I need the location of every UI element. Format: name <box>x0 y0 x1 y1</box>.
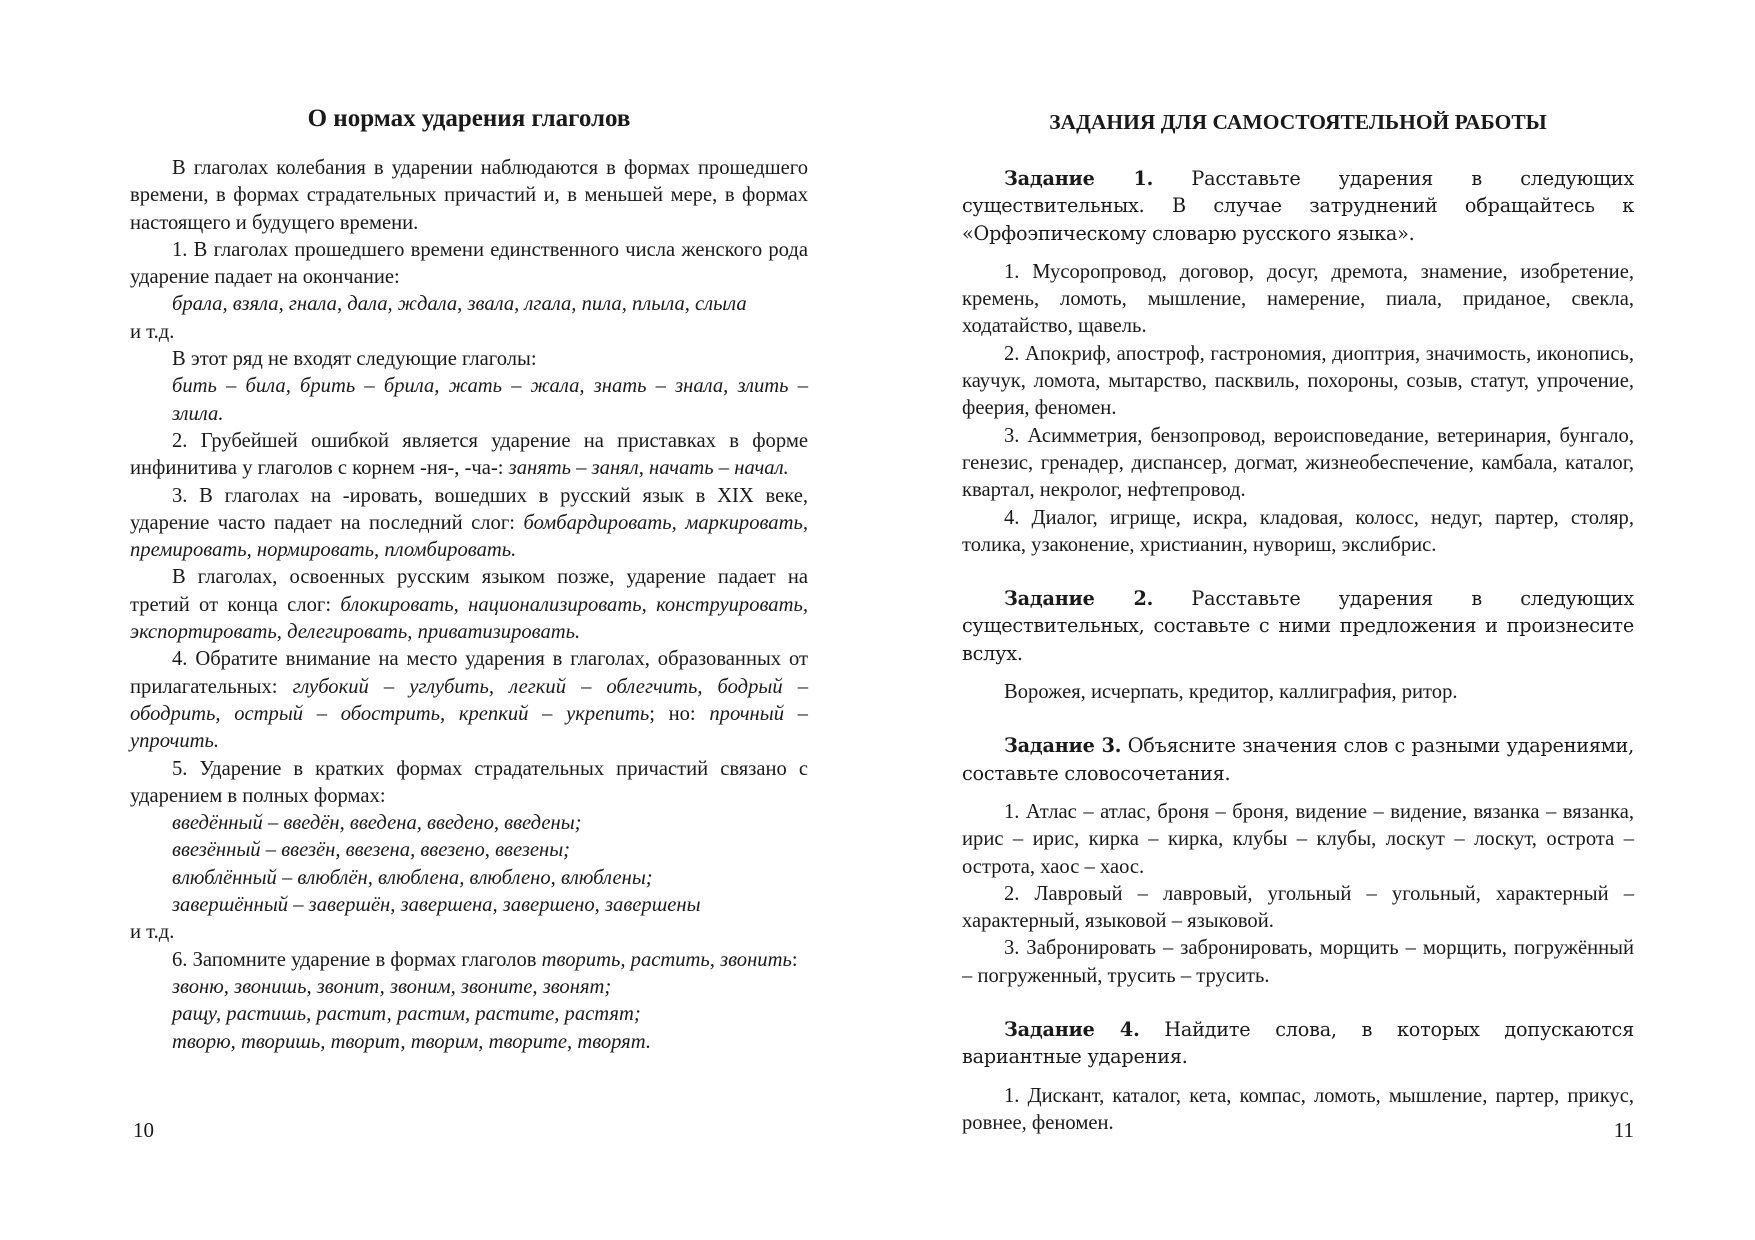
rule-4-but: ; но: <box>649 702 696 725</box>
task-4-heading <box>962 1016 1634 1071</box>
task-3-heading <box>962 732 1634 787</box>
rule-1-exception-intro: В этот ряд не входят следующие глаголы: <box>172 348 537 371</box>
section-title: ЗАДАНИЯ ДЛЯ САМОСТОЯТЕЛЬНОЙ РАБОТЫ <box>1049 110 1547 134</box>
task-4-label: Задание 4. <box>1004 1018 1140 1042</box>
task-2-label: Задание 2. <box>1004 587 1154 611</box>
rule-4-examples: глубокий – углубить, легкий – облегчить, бодрый – ободрить, острый – обострить, крепкий – укрепить <box>130 675 808 725</box>
left-page <box>130 0 808 1240</box>
rule-6-line: звоню, звонишь, звонит, звоним, звоните, звонят; <box>172 975 612 998</box>
rule-1-examples: брала, взяла, гнала, дала, ждала, звала, лгала, пила, плыла, слыла <box>172 293 747 316</box>
task-2-text: Расставьте ударения в следующих существительных, составьте с ними предложения и произнесите вслух. <box>962 587 1634 665</box>
rule-5-line: влюблённый – влюблён, влюблена, влюблено, влюблены; <box>172 866 653 889</box>
rule-3-later-text: В глаголах, освоенных русским языком позже, ударение падает на третий от конца слог: <box>130 566 808 616</box>
rule-5-text: 5. Ударение в кратких формах страдательных причастий связано с ударением в полных формах: <box>130 757 808 807</box>
task-1-item: 4. Диалог, игрище, искра, кладовая, колосс, недуг, партер, столяр, толика, узаконение, христианин, нувориш, экслибрис. <box>962 506 1634 556</box>
intro-paragraph: В глаголах колебания в ударении наблюдаются в формах прошедшего времени, в формах страдательных причастий и, в меньшей мере, в формах настоящего и будущего времени. <box>130 157 808 234</box>
rule-3-text: 3. В глаголах на -ировать, вошедших в русский язык в XIX веке, ударение часто падает на последний слог: <box>130 484 808 534</box>
rule-5-line: завершённый – завершён, завершена, завершено, завершены <box>172 894 701 917</box>
rule-2-text: 2. Грубейшей ошибкой является ударение на приставках в форме инфинитива у глаголов с корнем -ня-, -ча-: <box>130 429 808 480</box>
page-number-right: 11 <box>1613 1118 1634 1142</box>
task-3-text: Объясните значения слов с разными ударениями, составьте словосочетания. <box>962 734 1634 785</box>
rule-6-text: 6. Запомните ударение в формах глаголов <box>172 948 537 971</box>
rule-5-line: ввезённый – ввезён, ввезена, ввезено, ввезены; <box>172 839 571 862</box>
rule-3-later <box>130 564 808 646</box>
rule-1-exceptions: бить – била, брить – брила, жать – жала, знать – знала, злить – злила. <box>172 375 808 425</box>
rule-3-examples: бомбардировать, маркировать, премировать, нормировать, пломбировать. <box>130 511 808 562</box>
rule-2-examples: занять – занял, начать – начал. <box>508 457 789 480</box>
left-page-body <box>130 155 808 1056</box>
right-page-body <box>962 165 1634 1137</box>
rule-6-colon: : <box>791 948 798 971</box>
rule-1-text: 1. В глаголах прошедшего времени единственного числа женского рода ударение падает на окончание: <box>130 238 808 289</box>
rule-5-line: введённый – введён, введена, введено, введены; <box>172 812 582 835</box>
task-1-item: 1. Мусоропровод, договор, досуг, дремота, знамение, изобретение, кремень, ломоть, мышление, намерение, пиала, приданое, свекла, ходатайство, щавель. <box>962 260 1634 338</box>
task-1-text: Расставьте ударения в следующих существительных. В случае затруднений обращайтесь к «Орфоэпическому словарю русского языка». <box>962 167 1634 245</box>
task-1-heading <box>962 165 1634 247</box>
task-1-item: 2. Апокриф, апостроф, гастрономия, диоптрия, значимость, иконопись, каучук, ломота, мытарство, пасквиль, похороны, созыв, статут, упрочение, феерия, феномен. <box>962 342 1634 420</box>
rule-2 <box>130 428 808 483</box>
rule-6-verbs: творить, растить, звонить <box>541 948 792 971</box>
task-2-item: Ворожея, исчерпать, кредитор, каллиграфия, ритор. <box>1004 681 1458 704</box>
page-number-left: 10 <box>133 1118 154 1142</box>
rule-6-line: ращу, растишь, растит, растим, растите, растят; <box>172 1003 641 1026</box>
rule-3 <box>130 483 808 565</box>
rule-4-but-examples: прочный – упрочить. <box>130 702 808 753</box>
rule-5-tail: и т.д. <box>130 921 175 944</box>
task-3-item: 1. Атлас – атлас, броня – броня, видение – видение, вязанка – вязанка, ирис – ирис, кирка – кирка, клубы – клубы, лоскут – лоскут, острота – острота, хаос – хаос. <box>962 800 1634 878</box>
task-1-label: Задание 1. <box>1004 167 1154 190</box>
rule-6 <box>130 947 808 974</box>
rule-4 <box>130 646 808 755</box>
task-4-item: 1. Дискант, каталог, кета, компас, ломоть, мышление, партер, прикус, ровнее, феномен. <box>962 1084 1634 1134</box>
task-3-label: Задание 3. <box>1004 734 1122 758</box>
task-3-item: 2. Лавровый – лавровый, угольный – угольный, характерный – характерный, языковой – языковой. <box>962 882 1634 933</box>
rule-1-examples-tail: и т.д. <box>130 320 175 343</box>
task-4-text: Найдите слова, в которых допускаются вариантные ударения. <box>962 1018 1634 1069</box>
task-1-item: 3. Асимметрия, бензопровод, вероисповедание, ветеринария, бунгало, генезис, гренадер, диспансер, догмат, жизнеобеспечение, камбала, каталог, квартал, некролог, нефтепровод. <box>962 424 1634 502</box>
rule-3-later-examples: блокировать, национализировать, конструировать, экспортировать, делегировать, приватизировать. <box>130 593 808 644</box>
rule-4-text: 4. Обратите внимание на место ударения в глаголах, образованных от прилагательных: <box>130 648 808 698</box>
right-page <box>962 0 1634 1240</box>
rule-6-line: творю, творишь, творит, творим, творите, творят. <box>172 1030 652 1053</box>
page-title: О нормах ударения глаголов <box>307 105 631 132</box>
task-2-heading <box>962 585 1634 667</box>
task-3-item: 3. Забронировать – забронировать, морщить – морщить, погружённый – погруженный, трусить – трусить. <box>962 937 1634 987</box>
